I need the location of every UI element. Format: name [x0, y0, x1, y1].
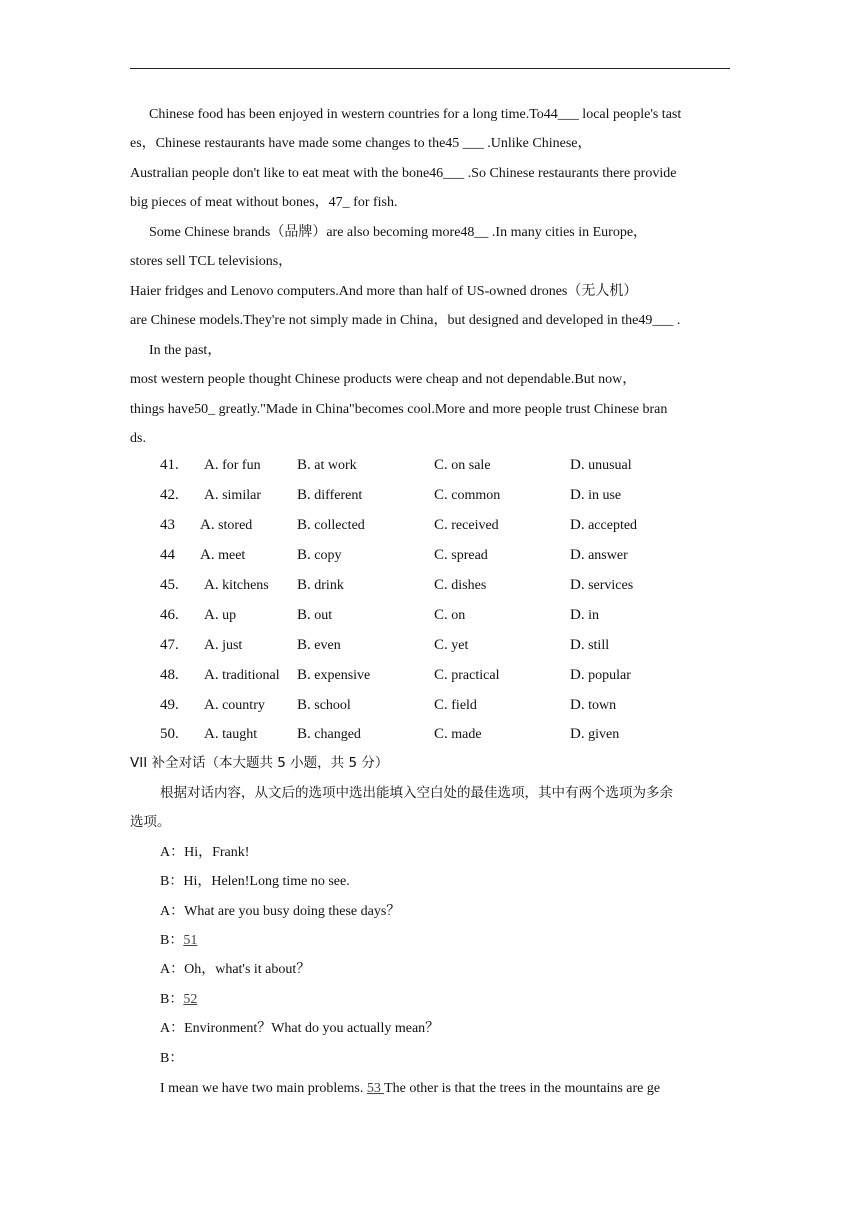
- blank-53[interactable]: 53: [366, 1081, 385, 1096]
- option-c[interactable]: C. spread: [434, 547, 488, 563]
- option-b[interactable]: B. drink: [297, 577, 344, 593]
- section-title: VII 补全对话（本大题共 5 小题，共 5 分）: [130, 755, 389, 771]
- passage-line: In the past，: [149, 343, 222, 358]
- option-a[interactable]: A. country: [204, 697, 265, 713]
- dialogue-line: A：Hi，Frank!: [160, 845, 250, 860]
- option-c[interactable]: C. common: [434, 487, 501, 503]
- option-c[interactable]: C. dishes: [434, 577, 487, 593]
- blank-51[interactable]: 51: [183, 933, 198, 948]
- option-b[interactable]: B. school: [297, 697, 351, 713]
- option-b[interactable]: B. different: [297, 487, 363, 503]
- option-b[interactable]: B. at work: [297, 457, 357, 473]
- option-b[interactable]: B. collected: [297, 517, 365, 533]
- passage-line: big pieces of meat without bones，47_ for fish.: [130, 195, 398, 210]
- question-number: 41.: [160, 457, 179, 473]
- question-number: 49.: [160, 697, 179, 713]
- question-number: 50.: [160, 726, 179, 742]
- passage-line: stores sell TCL televisions，: [130, 254, 293, 269]
- option-b[interactable]: B. expensive: [297, 667, 371, 683]
- passage-line: most western people thought Chinese products were cheap and not dependable.But now，: [130, 372, 637, 387]
- option-a[interactable]: A. stored: [200, 517, 253, 533]
- option-b[interactable]: B. copy: [297, 547, 342, 563]
- question-number: 43: [160, 517, 175, 533]
- dialogue-line: A：Environment？What do you actually mean？: [160, 1021, 440, 1036]
- dialogue-line: B：52: [160, 992, 198, 1007]
- question-number: 45.: [160, 577, 179, 593]
- option-a[interactable]: A. similar: [204, 487, 261, 503]
- dialogue-line: B：51: [160, 933, 198, 948]
- blank-52[interactable]: 52: [183, 992, 198, 1007]
- option-c[interactable]: C. received: [434, 517, 499, 533]
- passage-line: Australian people don't like to eat meat with the bone46___ .So Chinese restaurants there provide: [130, 166, 677, 181]
- option-d[interactable]: D. in use: [570, 487, 622, 503]
- option-a[interactable]: A. traditional: [204, 667, 280, 683]
- passage-line: Some Chinese brands（品牌）are also becoming more48__ .In many cities in Europe，: [149, 225, 648, 240]
- option-a[interactable]: A. just: [204, 637, 243, 653]
- passage-line: ds.: [130, 431, 146, 446]
- option-a[interactable]: A. kitchens: [204, 577, 269, 593]
- option-c[interactable]: C. field: [434, 697, 477, 713]
- option-a[interactable]: A. for fun: [204, 457, 261, 473]
- option-c[interactable]: C. on: [434, 607, 466, 623]
- question-number: 47.: [160, 637, 179, 653]
- passage-line: things have50_ greatly."Made in China"becomes cool.More and more people trust Chinese bran: [130, 402, 668, 417]
- option-c[interactable]: C. made: [434, 726, 482, 742]
- passage-line: Haier fridges and Lenovo computers.And more than half of US-owned drones（无人机）: [130, 284, 638, 299]
- passage-line: Chinese food has been enjoyed in western countries for a long time.To44___ local people's tast: [149, 107, 682, 122]
- passage-line: es，Chinese restaurants have made some changes to the45 ___ .Unlike Chinese，: [130, 136, 592, 151]
- instructions: 根据对话内容，从文后的选项中选出能填入空白处的最佳选项，其中有两个选项为多余: [160, 785, 673, 801]
- option-c[interactable]: C. on sale: [434, 457, 491, 473]
- instructions-cont: 选项。: [130, 814, 171, 830]
- option-a[interactable]: A. taught: [204, 726, 258, 742]
- dialogue-line: B：Hi，Helen!Long time no see.: [160, 874, 350, 889]
- option-b[interactable]: B. out: [297, 607, 333, 623]
- header-rule: [130, 68, 730, 69]
- option-c[interactable]: C. yet: [434, 637, 469, 653]
- option-d[interactable]: D. popular: [570, 667, 631, 683]
- dialogue-line: B：: [160, 1051, 184, 1066]
- option-d[interactable]: D. in: [570, 607, 599, 623]
- question-number: 44: [160, 547, 175, 563]
- option-a[interactable]: A. up: [204, 607, 237, 623]
- option-d[interactable]: D. accepted: [570, 517, 638, 533]
- option-d[interactable]: D. still: [570, 637, 610, 653]
- dialogue-line: A：What are you busy doing these days？: [160, 904, 401, 919]
- option-c[interactable]: C. practical: [434, 667, 500, 683]
- option-b[interactable]: B. changed: [297, 726, 361, 742]
- option-d[interactable]: D. given: [570, 726, 620, 742]
- option-d[interactable]: D. town: [570, 697, 617, 713]
- option-b[interactable]: B. even: [297, 637, 341, 653]
- passage-line: are Chinese models.They're not simply made in China，but designed and developed in the49___ .: [130, 313, 681, 328]
- dialogue-line: I mean we have two main problems. 53 The other is that the trees in the mountains are ge: [160, 1081, 661, 1096]
- dialogue-line: A：Oh，what's it about？: [160, 962, 311, 977]
- question-number: 46.: [160, 607, 179, 623]
- option-a[interactable]: A. meet: [200, 547, 246, 563]
- question-number: 42.: [160, 487, 179, 503]
- question-number: 48.: [160, 667, 179, 683]
- option-d[interactable]: D. unusual: [570, 457, 632, 473]
- option-d[interactable]: D. answer: [570, 547, 628, 563]
- option-d[interactable]: D. services: [570, 577, 634, 593]
